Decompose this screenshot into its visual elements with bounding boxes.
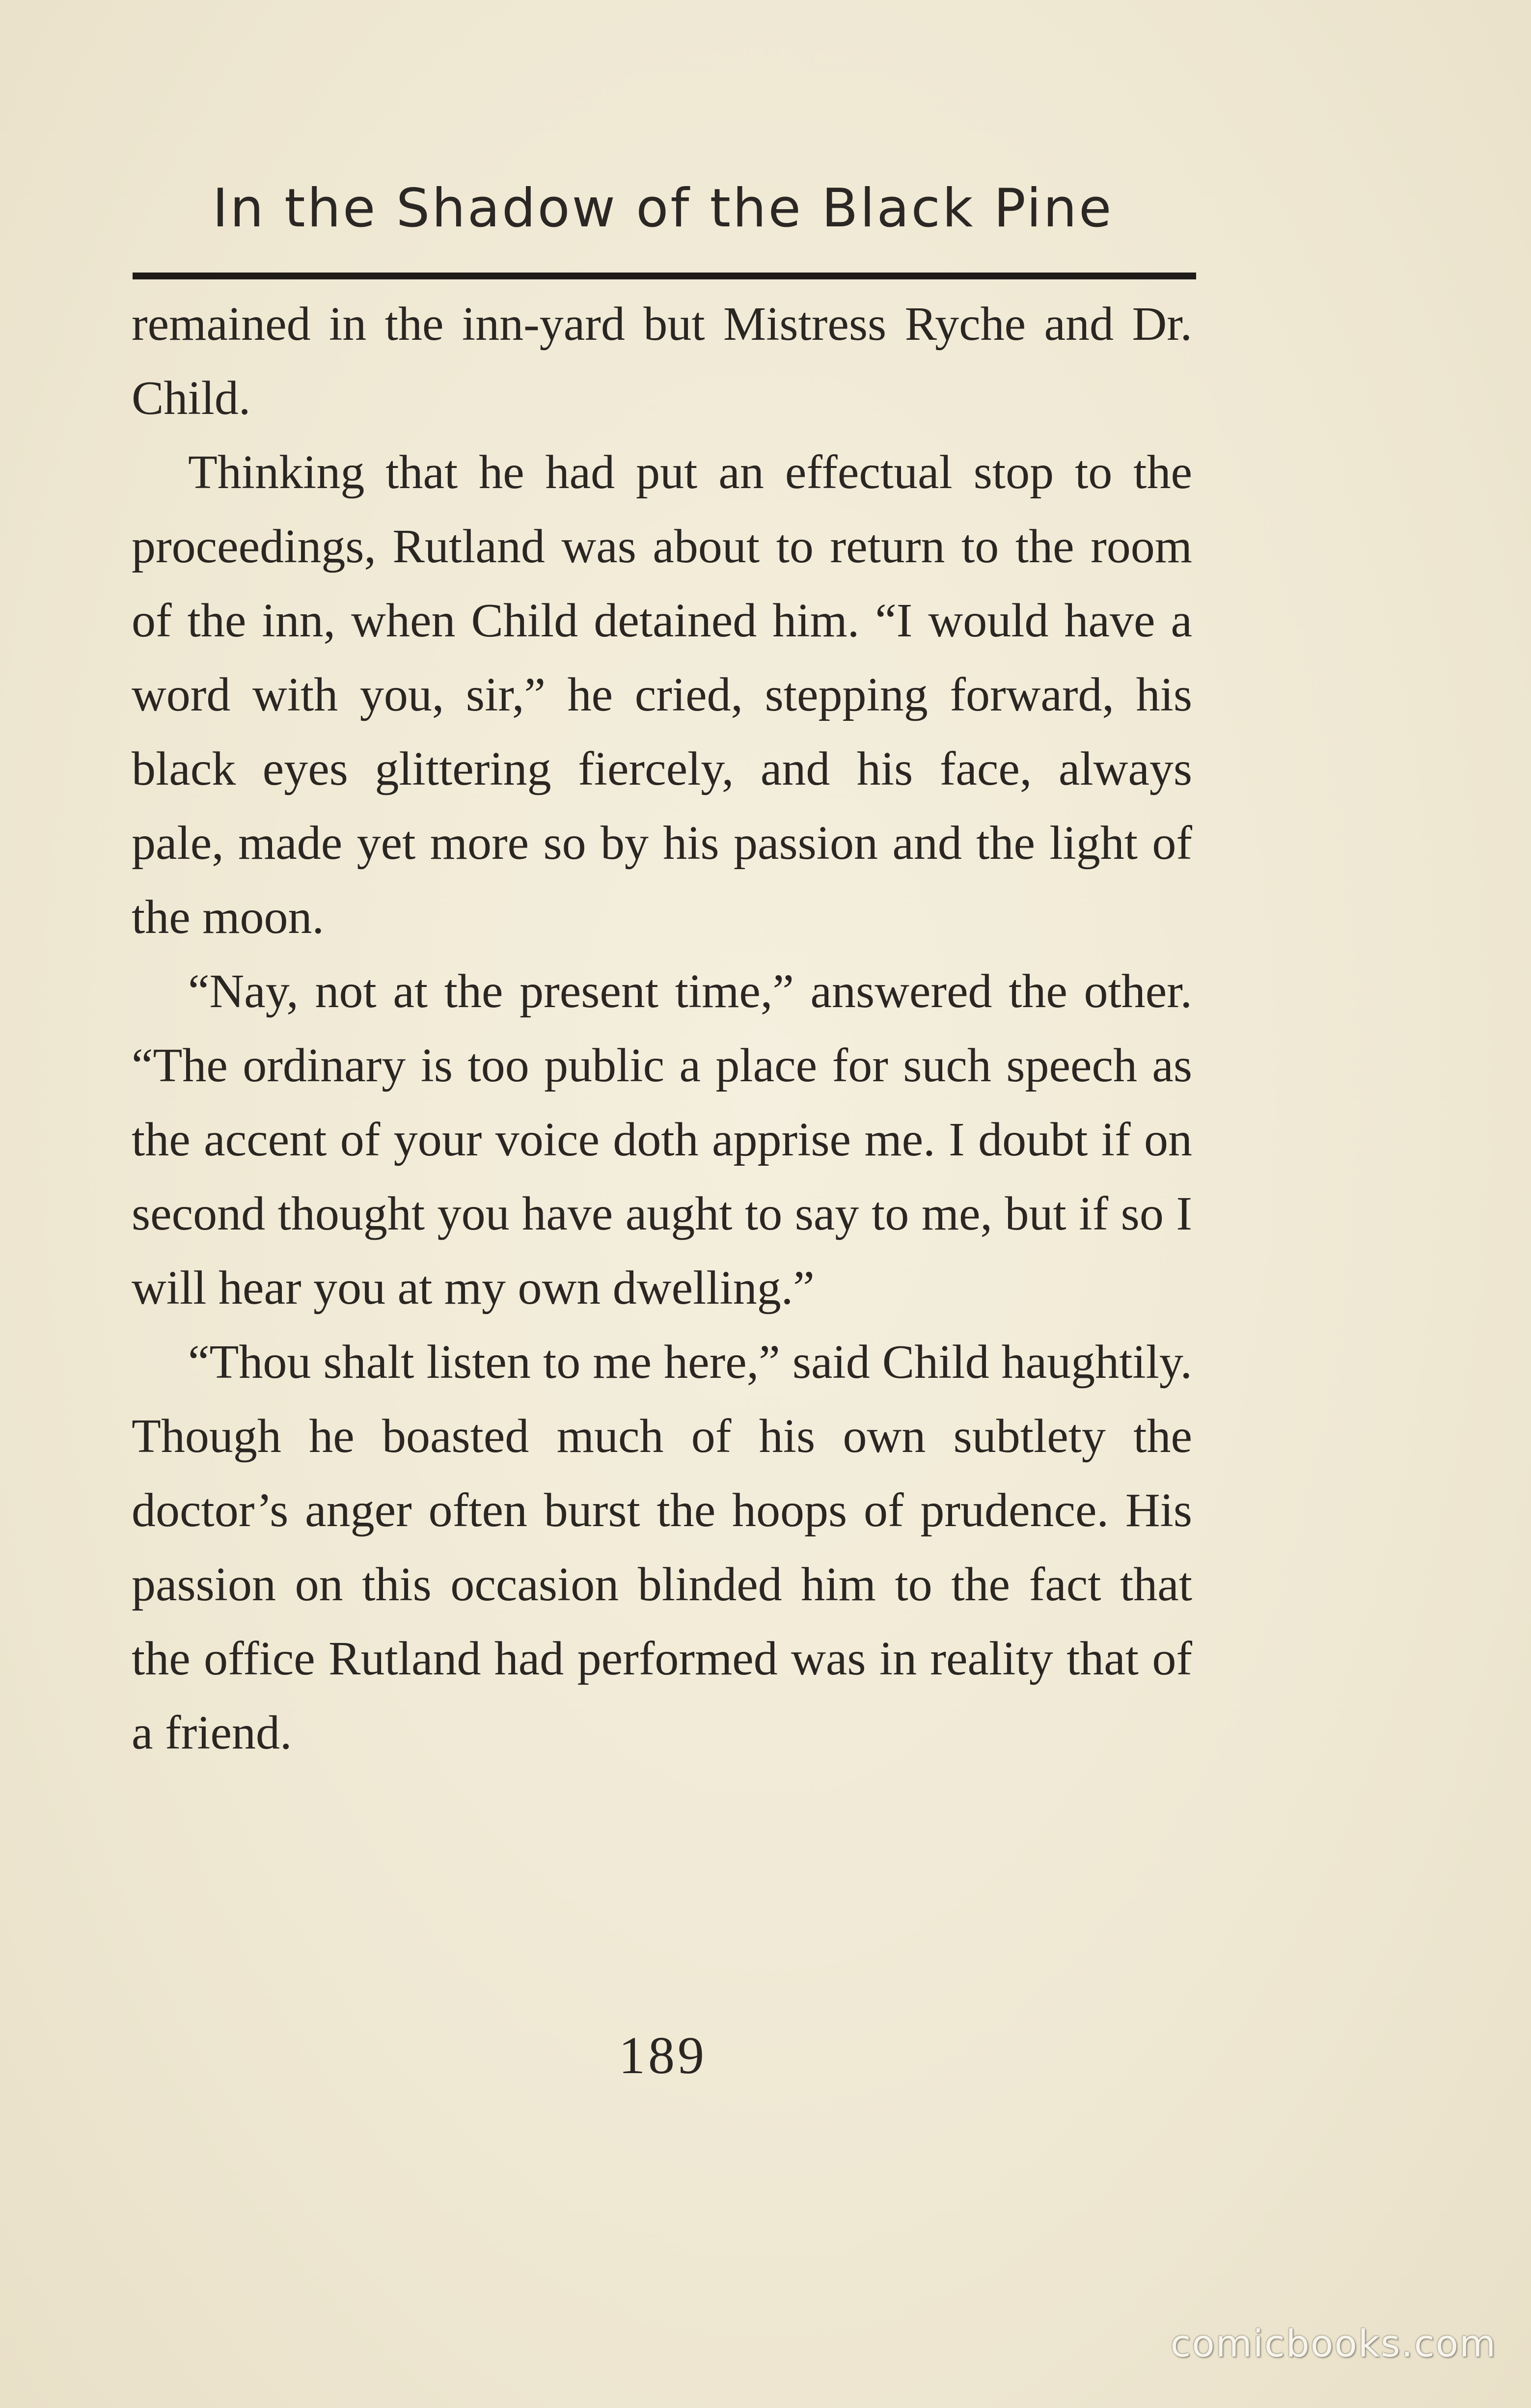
- running-head: In the Shadow of the Black Pine: [212, 178, 1114, 239]
- paragraph-4: “Thou shalt listen to me here,” said Child haughtily. Though he boasted much of his own subtlety the doctor’s anger often burst the hoops of prudence. His passion on this occasion blinded him to the fact that the office Rutland had performed was in reality that of a friend.: [132, 1336, 1192, 1759]
- page-number: 189: [619, 2026, 707, 2085]
- paragraph-1: remained in the inn-yard but Mistress Ryche and Dr. Child.: [132, 298, 1192, 425]
- header-rule: [133, 273, 1196, 279]
- site-watermark: comicbooks.com: [1170, 2322, 1497, 2365]
- paragraph-2: Thinking that he had put an effectual stop to the proceedings, Rutland was about to return to the room of the inn, when Child detained him. “I would have a word with you, sir,” he cried, stepping forward, his black eyes glittering fiercely, and his face, always pale, made yet more so by his passion and the light of the moon.: [132, 446, 1192, 944]
- paragraph-3: “Nay, not at the present time,” answered the other. “The ordinary is too public a place for such speech as the accent of your voice doth apprise me. I doubt if on second thought you have aught to say to me, but if so I will hear you at my own dwelling.”: [132, 965, 1192, 1314]
- body-text: [132, 287, 1192, 1770]
